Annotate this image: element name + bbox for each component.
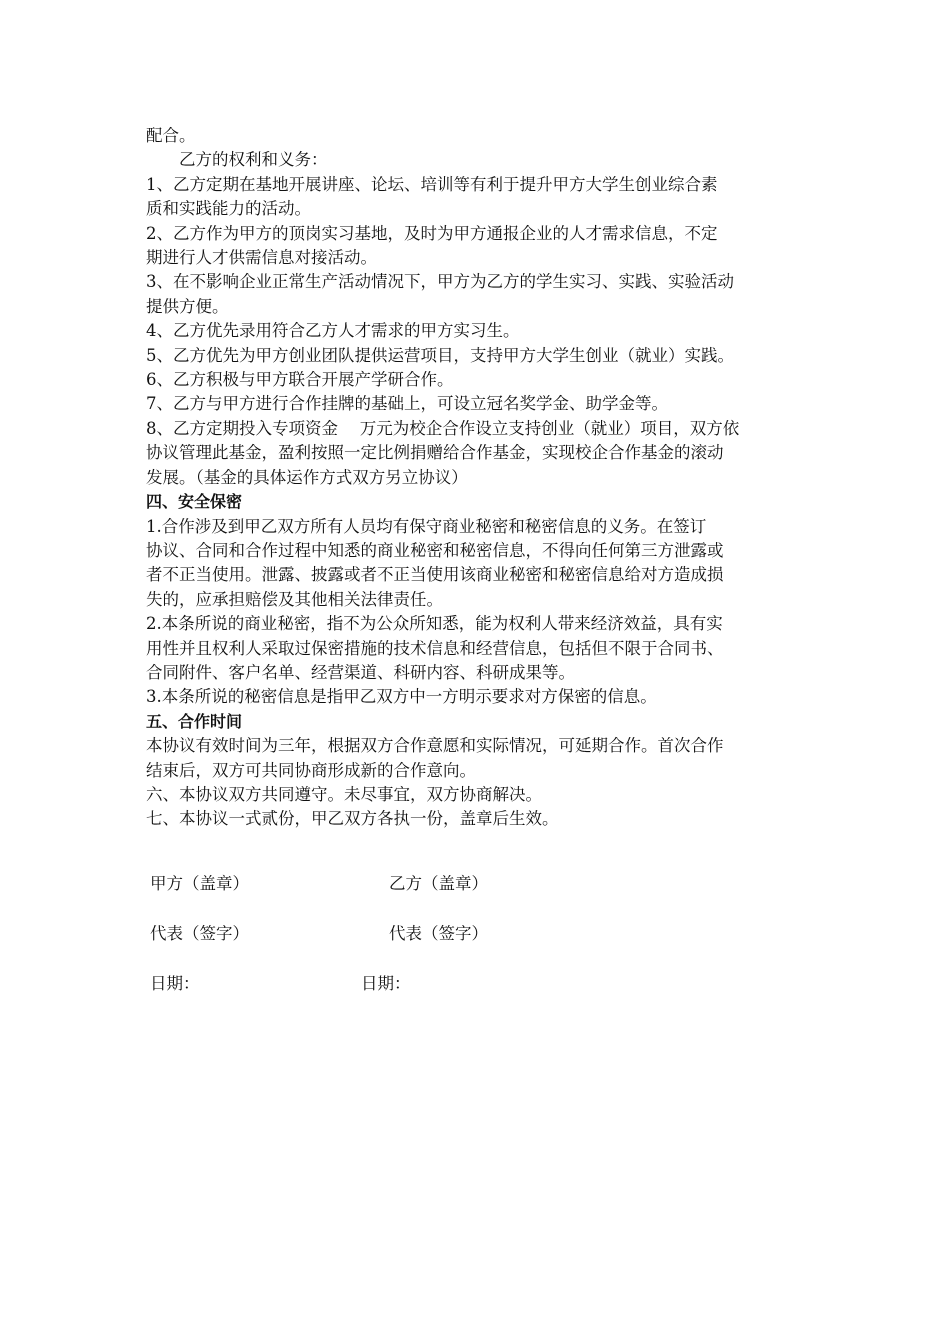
body-line: 2、乙方作为甲方的顶岗实习基地，及时为甲方通报企业的人才需求信息，不定 bbox=[146, 223, 718, 243]
party-b-seal: 乙方（盖章） bbox=[389, 874, 488, 893]
section-heading-security: 四、安全保密 bbox=[146, 492, 243, 512]
document-body bbox=[146, 124, 836, 832]
party-a-date: 日期： bbox=[150, 974, 200, 993]
body-line: 4、乙方优先录用符合乙方人才需求的甲方实习生。 bbox=[146, 321, 520, 341]
section4-line: 合同附件、客户名单、经营渠道、科研内容、科研成果等。 bbox=[146, 662, 575, 682]
body-line: 协议管理此基金，盈利按照一定比例捐赠给合作基金，实现校企合作基金的滚动 bbox=[146, 443, 724, 463]
section4-line: 失的，应承担赔偿及其他相关法律责任。 bbox=[146, 589, 443, 609]
body-line: 期进行人才供需信息对接活动。 bbox=[146, 248, 377, 268]
body-line: 5、乙方优先为甲方创业团队提供运营项目，支持甲方大学生创业（就业）实践。 bbox=[146, 345, 734, 365]
section4-line: 者不正当使用。泄露、披露或者不正当使用该商业秘密和秘密信息给对方造成损 bbox=[146, 565, 724, 585]
section4-line: 用性并且权利人采取过保密措施的技术信息和经营信息，包括但不限于合同书、 bbox=[146, 638, 724, 658]
body-line: 7、乙方与甲方进行合作挂牌的基础上，可设立冠名奖学金、助学金等。 bbox=[146, 394, 668, 414]
body-line: 提供方便。 bbox=[146, 296, 229, 316]
party-a-representative: 代表（签字） bbox=[150, 924, 249, 943]
body-line: 乙方的权利和义务： bbox=[146, 150, 328, 170]
party-b-date: 日期： bbox=[361, 974, 411, 993]
party-a-seal: 甲方（盖章） bbox=[150, 874, 249, 893]
body-line: 3、在不影响企业正常生产活动情况下，甲方为乙方的学生实习、实践、实验活动 bbox=[146, 272, 734, 292]
body-line: 1、乙方定期在基地开展讲座、论坛、培训等有利于提升甲方大学生创业综合素 bbox=[146, 174, 718, 194]
body-line: 8、乙方定期投入专项资金 万元为校企合作设立支持创业（就业）项目，双方依 bbox=[146, 418, 740, 438]
body-line: 发展。（基金的具体运作方式双方另立协议） bbox=[146, 467, 468, 487]
section4-line: 1.合作涉及到甲乙双方所有人员均有保守商业秘密和秘密信息的义务。在签订 bbox=[146, 516, 707, 536]
section4-line: 2.本条所说的商业秘密，指不为公众所知悉，能为权利人带来经济效益，具有实 bbox=[146, 614, 723, 634]
body-line: 质和实践能力的活动。 bbox=[146, 199, 311, 219]
section-heading-term: 五、合作时间 bbox=[146, 711, 243, 731]
party-b-representative: 代表（签字） bbox=[389, 924, 488, 943]
section4-line: 协议、合同和合作过程中知悉的商业秘密和秘密信息，不得向任何第三方泄露或 bbox=[146, 540, 724, 560]
section5-line: 本协议有效时间为三年，根据双方合作意愿和实际情况，可延期合作。首次合作 bbox=[146, 736, 724, 756]
body-line: 6、乙方积极与甲方联合开展产学研合作。 bbox=[146, 370, 454, 390]
clause-seven: 七、本协议一式贰份，甲乙双方各执一份，盖章后生效。 bbox=[146, 809, 559, 829]
clause-six: 六、本协议双方共同遵守。未尽事宜，双方协商解决。 bbox=[146, 784, 542, 804]
section5-line: 结束后，双方可共同协商形成新的合作意向。 bbox=[146, 760, 476, 780]
section4-line: 3.本条所说的秘密信息是指甲乙双方中一方明示要求对方保密的信息。 bbox=[146, 687, 657, 707]
body-line: 配合。 bbox=[146, 126, 196, 145]
